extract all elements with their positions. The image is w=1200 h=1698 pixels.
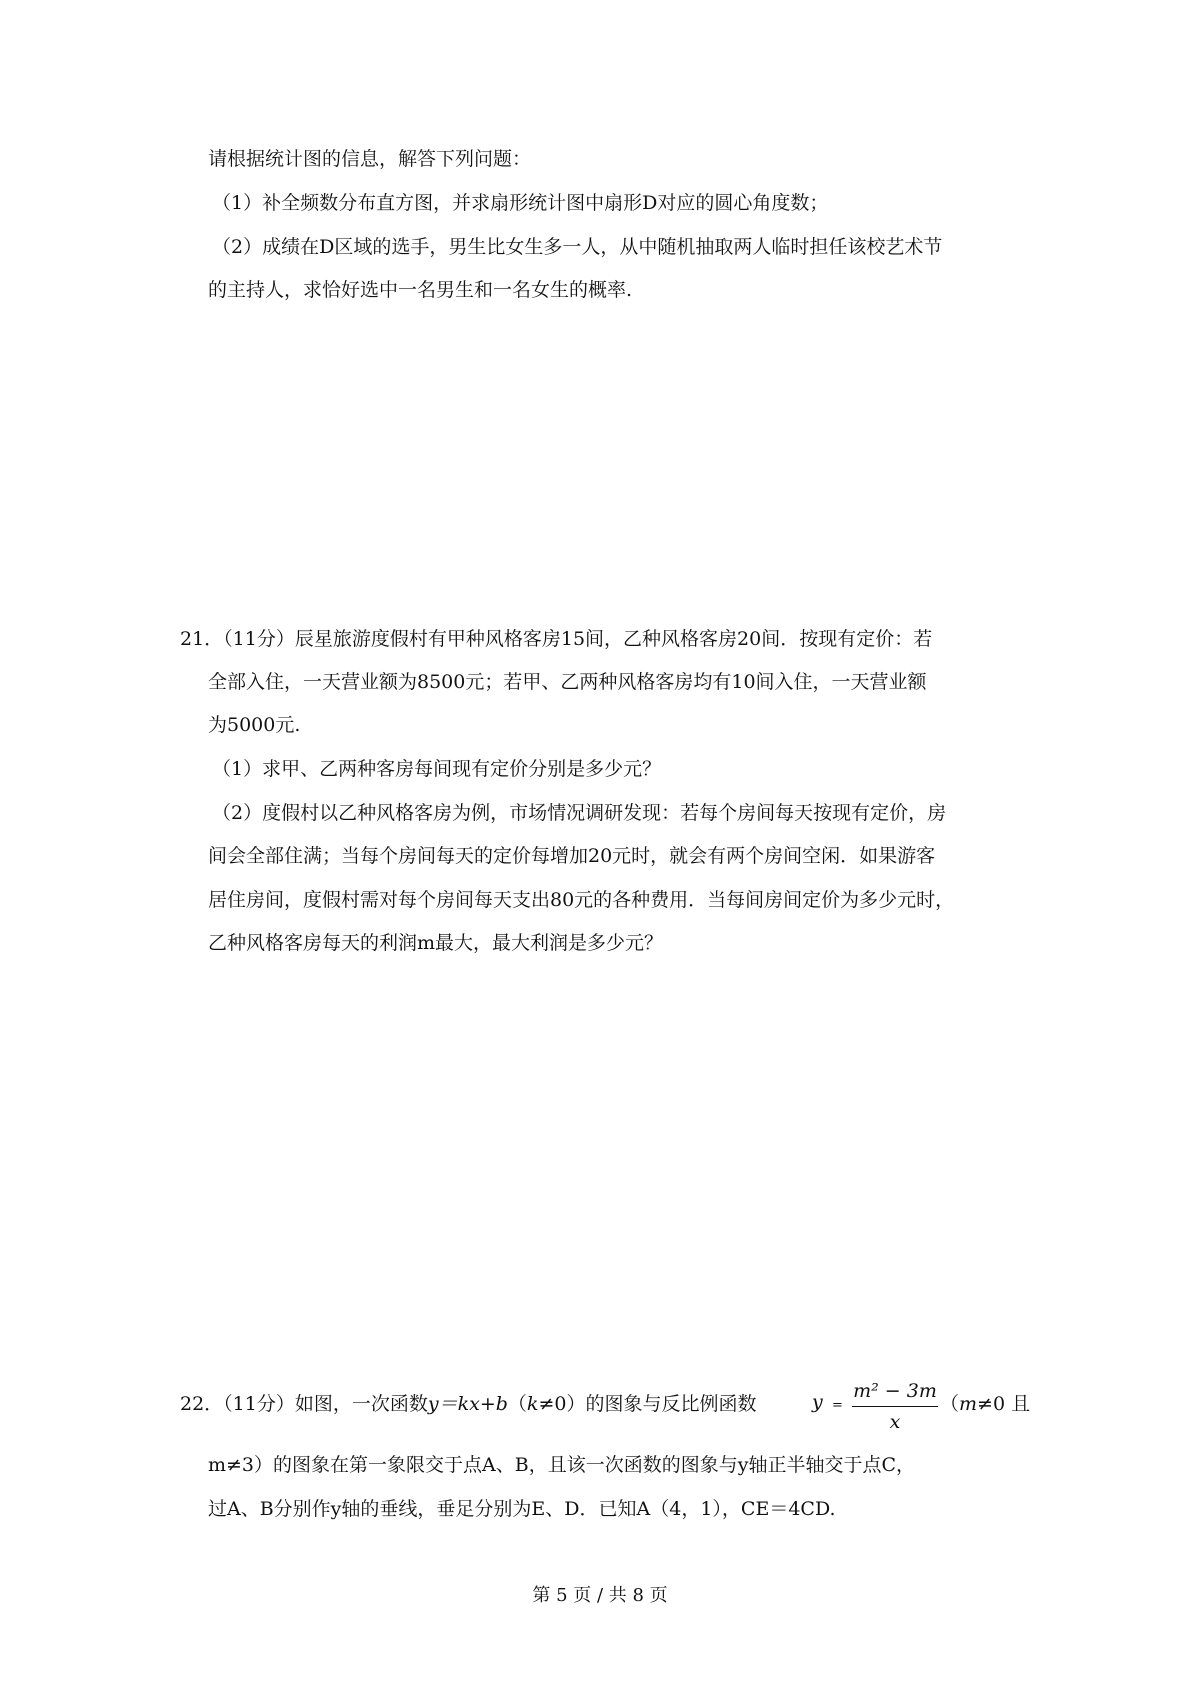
q21-part2-line3: 居住房间，度假村需对每个房间每天支出80元的各种费用．当每间房间定价为多少元时， bbox=[208, 889, 955, 911]
q22-k-var: k bbox=[526, 1393, 539, 1415]
q21-line1: 21．（11分）辰星旅游度假村有甲种风格客房15间，乙种风格客房20间．按现有定价：若 bbox=[180, 628, 933, 650]
q22-line1-middle: ≠0）的图象与反比例函数 bbox=[538, 1393, 757, 1415]
q22-line3: 过A、B分别作y轴的垂线，垂足分别为E、D．已知A（4，1），CE＝4CD. bbox=[208, 1498, 836, 1520]
q21-part1: （1）求甲、乙两种客房每间现有定价分别是多少元？ bbox=[212, 758, 662, 780]
q21-line3: 为5000元. bbox=[208, 714, 301, 736]
q22-line1-suffix bbox=[940, 1391, 1030, 1417]
q22-linear-function: y＝kx+b bbox=[427, 1393, 508, 1415]
q22-fraction-denominator: x bbox=[889, 1411, 901, 1433]
q22-paren-open: （ bbox=[507, 1393, 527, 1415]
q22-line1 bbox=[180, 1391, 756, 1417]
q21-part2-line4: 乙种风格客房每天的利润m最大，最大利润是多少元？ bbox=[208, 932, 664, 954]
q20-part2-line2: 的主持人，求恰好选中一名男生和一名女生的概率. bbox=[208, 279, 633, 301]
q22-line1-prefix: 22．（11分）如图，一次函数 bbox=[180, 1393, 428, 1415]
q22-fraction bbox=[852, 1378, 938, 1435]
q21-line2: 全部入住，一天营业额为8500元；若甲、乙两种风格客房均有10间入住，一天营业额 bbox=[208, 671, 927, 693]
q20-part1: （1）补全频数分布直方图，并求扇形统计图中扇形D对应的圆心角度数； bbox=[212, 192, 829, 214]
q22-condition: ≠0 且 bbox=[977, 1393, 1031, 1415]
q22-m-var: m bbox=[959, 1393, 978, 1415]
q21-part2-line2: 间会全部住满；当每个房间每天的定价每增加20元时，就会有两个房间空闲．如果游客 bbox=[208, 845, 936, 867]
q20-part2-line1: （2）成绩在D区域的选手，男生比女生多一人，从中随机抽取两人临时担任该校艺术节 bbox=[212, 236, 943, 258]
q22-paren-open-2: （ bbox=[940, 1393, 960, 1415]
q22-line2: m≠3）的图象在第一象限交于点A、B，且该一次函数的图象与y轴正半轴交于点C， bbox=[208, 1454, 915, 1476]
q22-fraction-bar bbox=[852, 1406, 938, 1407]
intro-text: 请根据统计图的信息，解答下列问题： bbox=[208, 148, 532, 170]
q21-part2-line1: （2）度假村以乙种风格客房为例，市场情况调研发现：若每个房间每天按现有定价，房 bbox=[212, 802, 947, 824]
q22-y-var: y bbox=[812, 1391, 823, 1413]
page-footer: 第 5 页 / 共 8 页 bbox=[532, 1585, 668, 1606]
q22-fraction-numerator: m² − 3m bbox=[853, 1380, 937, 1402]
q22-equals-sign: = bbox=[832, 1398, 843, 1413]
